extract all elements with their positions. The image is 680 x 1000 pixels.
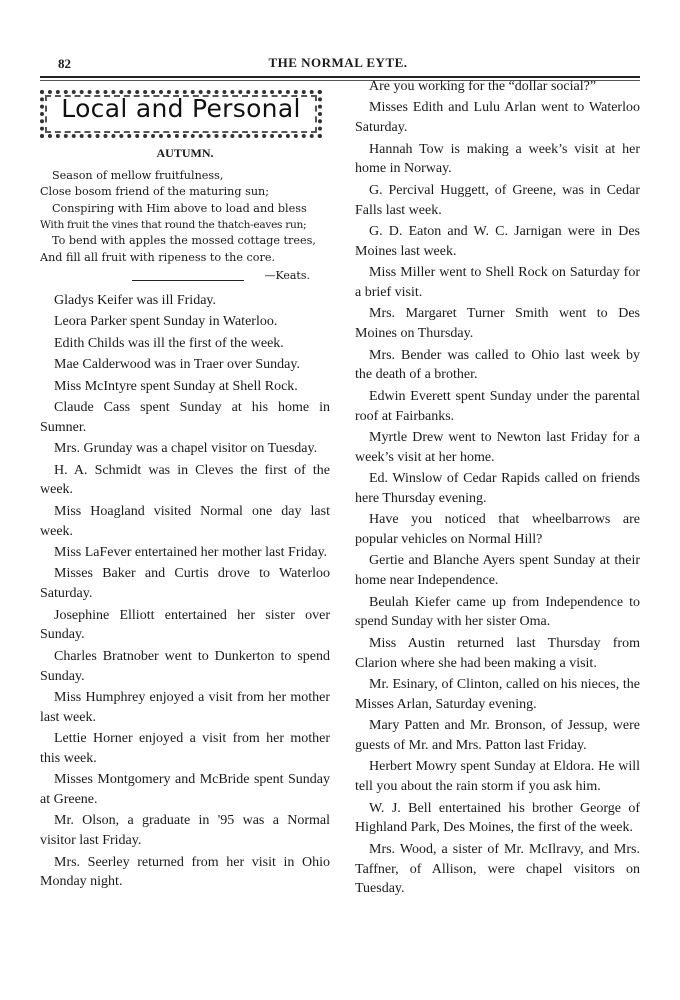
news-item: Miss LaFever entertained her mother last Friday. xyxy=(54,544,328,560)
right-column xyxy=(355,77,640,901)
news-item: Miss Hoagland visited Normal one day last week. xyxy=(40,503,330,539)
poem-title: AUTUMN. xyxy=(156,146,214,160)
news-item: Beulah Kiefer came up from Independence to spend Sunday with her sister Oma. xyxy=(355,594,640,630)
news-item: Mrs. Grunday was a chapel visitor on Tuesday. xyxy=(54,441,318,457)
news-item: Claude Cass spent Sunday at his home in Sumner. xyxy=(40,399,330,435)
news-item: Mrs. Seerley returned from her visit in Ohio Monday night. xyxy=(40,854,330,890)
news-item: G. Percival Huggett, of Greene, was in Cedar Falls last week. xyxy=(355,182,640,218)
news-item: H. A. Schmidt was in Cleves the first of the week. xyxy=(40,462,330,498)
poem xyxy=(40,168,330,266)
news-item: Miss Humphrey enjoyed a visit from her mother last week. xyxy=(40,689,330,725)
separator-rule xyxy=(132,280,244,281)
news-item: Leora Parker spent Sunday in Waterloo. xyxy=(54,314,278,330)
news-item: Misses Edith and Lulu Arlan went to Waterloo Saturday. xyxy=(355,100,640,136)
news-item: Misses Baker and Curtis drove to Waterloo Saturday. xyxy=(40,566,330,602)
section-title: Local and Personal xyxy=(61,94,301,123)
news-item: Mrs. Bender was called to Ohio last week by the death of a brother. xyxy=(355,347,640,383)
news-item: Herbert Mowry spent Sunday at Eldora. He will tell you about the rain storm if you ask him. xyxy=(355,759,640,795)
news-item: Ed. Winslow of Cedar Rapids called on friends here Thursday evening. xyxy=(355,471,640,506)
news-item: Hannah Tow is making a week’s visit at her home in Norway. xyxy=(355,141,640,177)
news-item: Edith Childs was ill the first of the week. xyxy=(54,335,284,351)
section-banner xyxy=(40,90,322,138)
poem-line: And fill all fruit with ripeness to the core. xyxy=(40,250,276,264)
journal-title: THE NORMAL EYTE. xyxy=(268,55,408,70)
page-header xyxy=(38,52,638,76)
news-item: W. J. Bell entertained his brother George of Highland Park, Des Moines, the first of the week. xyxy=(355,800,640,836)
news-item: Mr. Esinary, of Clinton, called on his nieces, the Misses Arlan, Saturday evening. xyxy=(355,677,640,712)
poem-line: Close bosom friend of the maturing sun; xyxy=(40,185,269,199)
news-item: Miss McIntyre spent Sunday at Shell Rock. xyxy=(54,378,298,394)
news-item: Mrs. Wood, a sister of Mr. McIlravy, and Mrs. Taffner, of Allison, were chapel visitors on Tuesday. xyxy=(355,841,640,897)
news-item: Mary Patten and Mr. Bronson, of Jessup, were guests of Mr. and Mrs. Patton last Friday. xyxy=(355,718,640,753)
news-item: Lettie Horner enjoyed a visit from her mother this week. xyxy=(40,731,330,766)
news-item: Are you working for the “dollar social?” xyxy=(369,79,597,94)
news-item: Gertie and Blanche Ayers spent Sunday at their home near Independence. xyxy=(355,553,640,589)
poem-line: To bend with apples the mossed cottage trees, xyxy=(52,234,316,248)
news-item: Mr. Olson, a graduate in '95 was a Normal visitor last Friday. xyxy=(40,813,330,849)
news-item: Charles Bratnober went to Dunkerton to spend Sunday. xyxy=(40,648,330,684)
news-item: Gladys Keifer was ill Friday. xyxy=(54,293,216,309)
news-item: Myrtle Drew went to Newton last Friday for a week’s visit at her home. xyxy=(355,429,640,465)
left-column xyxy=(40,84,330,894)
poem-attribution: —Keats. xyxy=(264,269,310,283)
news-item: Josephine Elliott entertained her sister over Sunday. xyxy=(40,607,330,643)
poem-line: With fruit the vines that round the thatch-eaves run; xyxy=(40,219,307,232)
news-item: G. D. Eaton and W. C. Jarnigan were in Des Moines last week. xyxy=(355,223,640,259)
page-number: 82 xyxy=(58,56,71,71)
news-item: Miss Austin returned last Thursday from Clarion where she had been making a visit. xyxy=(355,635,640,671)
news-item: Edwin Everett spent Sunday under the parental roof at Fairbanks. xyxy=(355,388,640,424)
news-item: Misses Montgomery and McBride spent Sunday at Greene. xyxy=(40,772,330,808)
news-item: Mrs. Margaret Turner Smith went to Des Moines on Thursday. xyxy=(355,306,640,342)
poem-line: Season of mellow fruitfulness, xyxy=(52,168,224,182)
news-item: Mae Calderwood was in Traer over Sunday. xyxy=(54,357,300,373)
news-item: Have you noticed that wheelbarrows are popular vehicles on Normal Hill? xyxy=(355,512,640,548)
news-item: Miss Miller went to Shell Rock on Saturday for a brief visit. xyxy=(355,265,640,300)
poem-line: Conspiring with Him above to load and bless xyxy=(52,201,307,215)
